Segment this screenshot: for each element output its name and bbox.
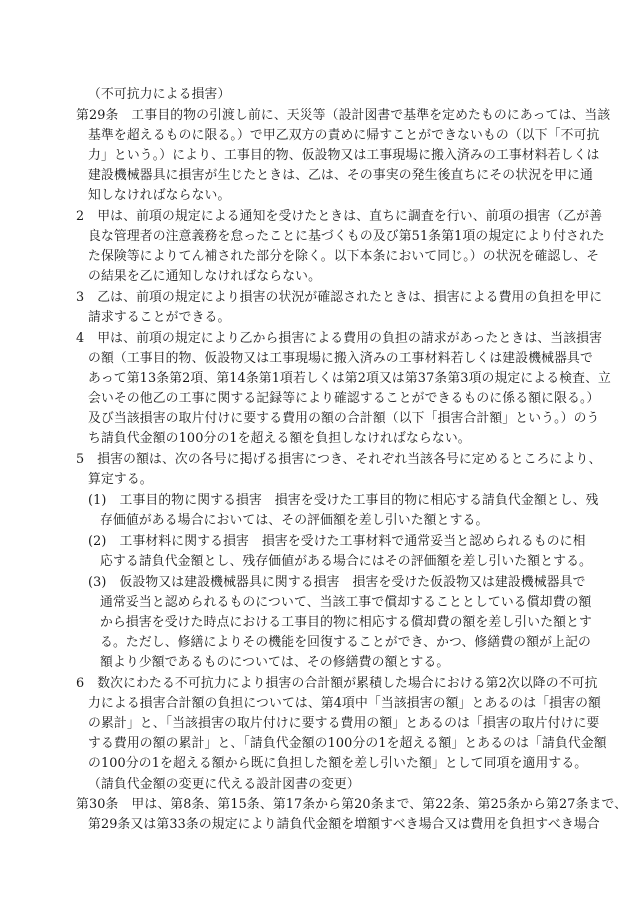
item-2-line: (2) 工事材料に関する損害 損害を受けた工事材料で通常妥当と認められるものに相 xyxy=(88,534,586,549)
article-29-line: 力」という。）により、工事目的物、仮設物又は工事現場に搬入済みの工事材料若しくは xyxy=(88,148,600,163)
item-3-line: 通常妥当と認められるものについて、当該工事で償却することとしている償却費の額 xyxy=(100,595,592,610)
paragraph-2-line: 2 甲は、前項の規定による通知を受けたときは、直ちに調査を行い、前項の損害（乙が善 xyxy=(76,209,603,224)
paragraph-4-line: あって第13条第2項、第14条第1項若しくは第2項又は第37条第3項の規定による検査、立 xyxy=(88,371,611,386)
paragraph-4-line: ち請負代金額の100分の1を超える額を負担しなければならない。 xyxy=(88,431,471,446)
paragraph-2-line: 良な管理者の注意義務を怠ったことに基づくもの及び第51条第1項の規定により付された xyxy=(88,229,605,244)
item-3-line: (3) 仮設物又は建設機械器具に関する損害 損害を受けた仮設物又は建設機械器具で xyxy=(88,575,586,590)
item-2-line: 応する請負代金額とし、残存価値がある場合にはその評価額を差し引いた額とする。 xyxy=(100,554,592,569)
paragraph-4-line: 4 甲は、前項の規定により乙から損害による費用の負担の請求があったときは、当該損害 xyxy=(76,331,603,346)
article-30-line: 第30条 甲は、第8条、第15条、第17条から第20条まで、第22条、第25条から第27条まで、 xyxy=(76,797,628,812)
paragraph-5-line: 5 損害の額は、次の各号に掲げる損害につき、それぞれ当該各号に定めるところにより、 xyxy=(76,452,602,467)
paragraph-3-line: 請求することができる。 xyxy=(88,310,231,325)
paragraph-6-line: 力による損害合計額の負担については、第4項中「当該損害の額」とあるのは「損害の額 xyxy=(88,696,601,711)
paragraph-4-line: の額（工事目的物、仮設物又は工事現場に搬入済みの工事材料若しくは建設機械器具で xyxy=(88,351,593,366)
item-3-line: 額より少額であるものについては、その修繕費の額とする。 xyxy=(100,655,450,670)
paragraph-4-line: 及び当該損害の取片付けに要する費用の額の合計額（以下「損害合計額」という。）のう xyxy=(88,411,600,426)
article-29-heading: （不可抗力による損害） xyxy=(88,87,231,102)
article-29-line: 基準を超えるものに限る。）で甲乙双方の責めに帰すことができないもの（以下「不可抗 xyxy=(88,128,600,143)
article-29-line: 第29条 工事目的物の引渡し前に、天災等（設計図書で基準を定めたものにあっては、当該 xyxy=(76,108,611,123)
paragraph-2-line: た保険等によりてん補された部分を除く。以下本条において同じ。）の状況を確認し、そ xyxy=(88,249,600,264)
paragraph-4-line: 会いその他乙の工事に関する記録等により確認することができるものに係る額に限る。） xyxy=(88,391,600,406)
paragraph-5-line: 算定する。 xyxy=(88,472,153,487)
item-3-line: る。ただし、修繕によりその機能を回復することができ、かつ、修繕費の額が上記の xyxy=(100,635,591,650)
article-30-heading: （請負代金額の変更に代える設計図書の変更） xyxy=(88,777,360,792)
article-29-line: 知しなければならない。 xyxy=(88,188,231,203)
paragraph-2-line: の結果を乙に通知しなければならない。 xyxy=(88,269,322,284)
item-1-line: (1) 工事目的物に関する損害 損害を受けた工事目的物に相応する請負代金額とし、残 xyxy=(88,493,599,508)
item-3-line: から損害を受けた時点における工事目的物に相応する償却費の額を差し引いた額とす xyxy=(100,615,592,630)
item-1-line: 存価値がある場合においては、その評価額を差し引いた額とする。 xyxy=(100,513,489,528)
paragraph-6-line: の累計」と、「当該損害の取片付けに要する費用の額」とあるのは「損害の取片付けに要 xyxy=(88,716,600,731)
paragraph-6-line: する費用の額の累計」と、「請負代金額の100分の1を超える額」とあるのは「請負代金額 xyxy=(88,736,607,751)
paragraph-6-line: の100分の1を超える額から既に負担した額を差し引いた額」として同項を適用する。 xyxy=(88,756,588,771)
paragraph-6-line: 6 数次にわたる不可抗力により損害の合計額が累積した場合における第2次以降の不可抗 xyxy=(76,676,598,691)
article-29-line: 建設機械器具に損害が生じたときは、乙は、その事実の発生後直ちにその状況を甲に通 xyxy=(88,168,593,183)
article-30-line: 第29条又は第33条の規定により請負代金額を増額すべき場合又は費用を負担すべき場合 xyxy=(88,817,600,832)
paragraph-3-line: 3 乙は、前項の規定により損害の状況が確認されたときは、損害による費用の負担を甲に xyxy=(76,290,603,305)
